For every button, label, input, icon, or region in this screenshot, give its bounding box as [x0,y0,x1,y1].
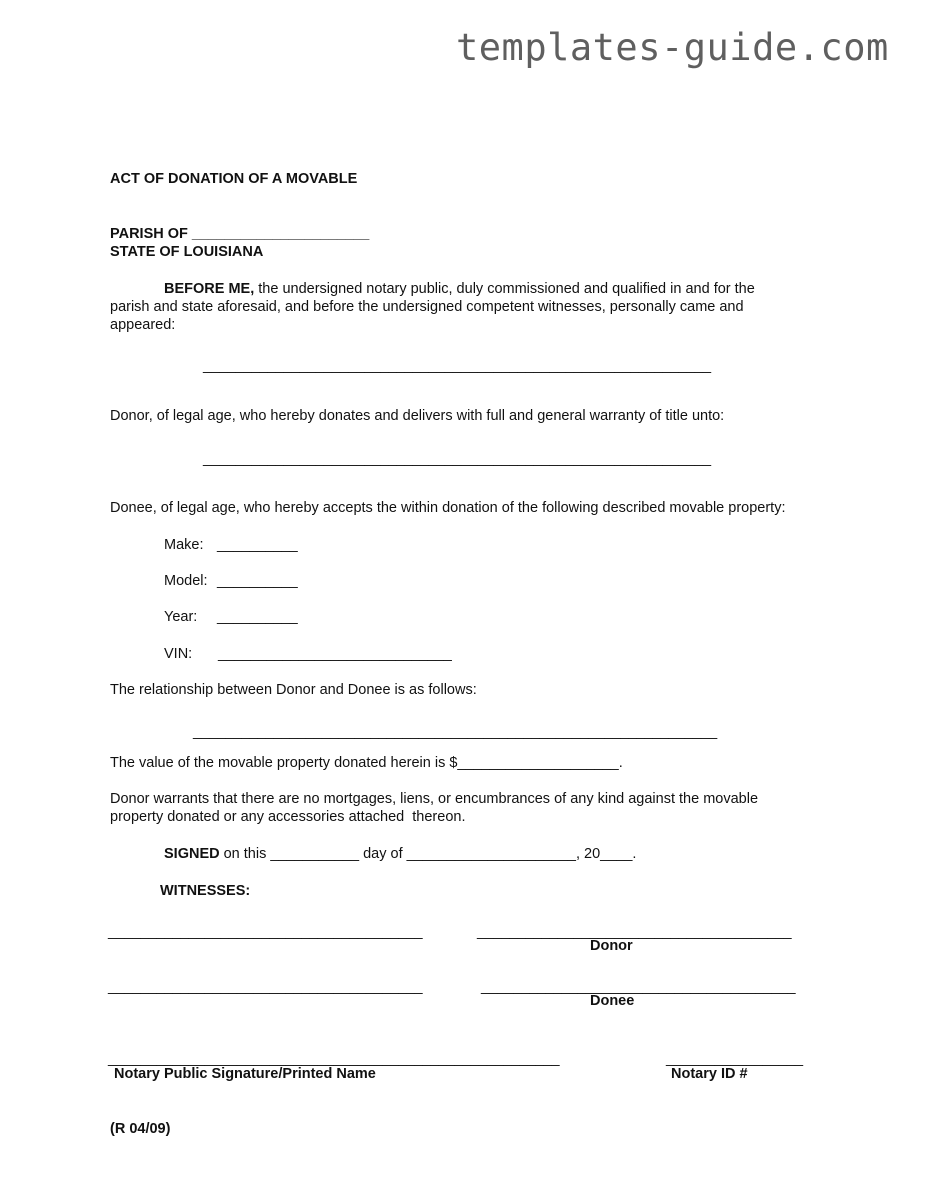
intro-line-1 [164,280,755,298]
donee-name-blank: _______________________________________________________________ [203,451,712,467]
vin-label: VIN: [164,646,193,662]
donor-name-blank: _______________________________________________________________ [203,358,712,374]
year-label: Year: [164,609,198,625]
year-blank: __________ [217,609,298,625]
vin-blank: _____________________________ [218,646,452,662]
notary-id-label: Notary ID # [671,1066,748,1082]
value-clause: The value of the movable property donated herein is $____________________. [110,755,623,771]
model-label: Model: [164,573,208,589]
revision-code: (R 04/09) [110,1121,171,1137]
watermark: templates-guide.com [456,26,889,69]
signed-lead: SIGNED [164,846,220,862]
make-blank: __________ [217,537,298,553]
donee-clause: Donee, of legal age, who hereby accepts the within donation of the following described movable property: [110,500,786,516]
donor-label: Donor [590,938,633,954]
intro-line-2: parish and state aforesaid, and before the undersigned competent witnesses, personally came and [110,299,744,315]
model-blank: __________ [217,573,298,589]
signed-line [164,845,636,863]
state-line: STATE OF LOUISIANA [110,244,264,260]
relationship-blank: _________________________________________________________________ [193,724,718,740]
notary-id-line: _________________ [666,1051,804,1067]
notary-signature-line: ________________________________________________________ [108,1051,560,1067]
intro-line-3: appeared: [110,317,176,333]
witness-2-signature-line: _______________________________________ [108,979,423,995]
donor-clause: Donor, of legal age, who hereby donates and delivers with full and general warranty of title unto: [110,408,725,424]
relationship-clause: The relationship between Donor and Donee is as follows: [110,682,477,698]
warranty-line-2: property donated or any accessories attached thereon. [110,809,466,825]
donee-label: Donee [590,993,635,1009]
witnesses-heading: WITNESSES: [160,883,251,899]
notary-signature-label: Notary Public Signature/Printed Name [114,1066,376,1082]
donee-signature-line: _______________________________________ [481,979,796,995]
before-me-lead: BEFORE ME, [164,281,255,297]
signed-rest: on this ___________ day of _____________________, 20____. [219,846,637,862]
intro-line-1-text: the undersigned notary public, duly commissioned and qualified in and for the [254,281,755,297]
document-title: ACT OF DONATION OF A MOVABLE [110,171,358,187]
parish-line: PARISH OF ______________________ [110,226,370,242]
make-label: Make: [164,537,204,553]
warranty-line-1: Donor warrants that there are no mortgages, liens, or encumbrances of any kind against the movable [110,791,759,807]
donor-signature-line: _______________________________________ [477,924,792,940]
witness-1-signature-line: _______________________________________ [108,924,423,940]
